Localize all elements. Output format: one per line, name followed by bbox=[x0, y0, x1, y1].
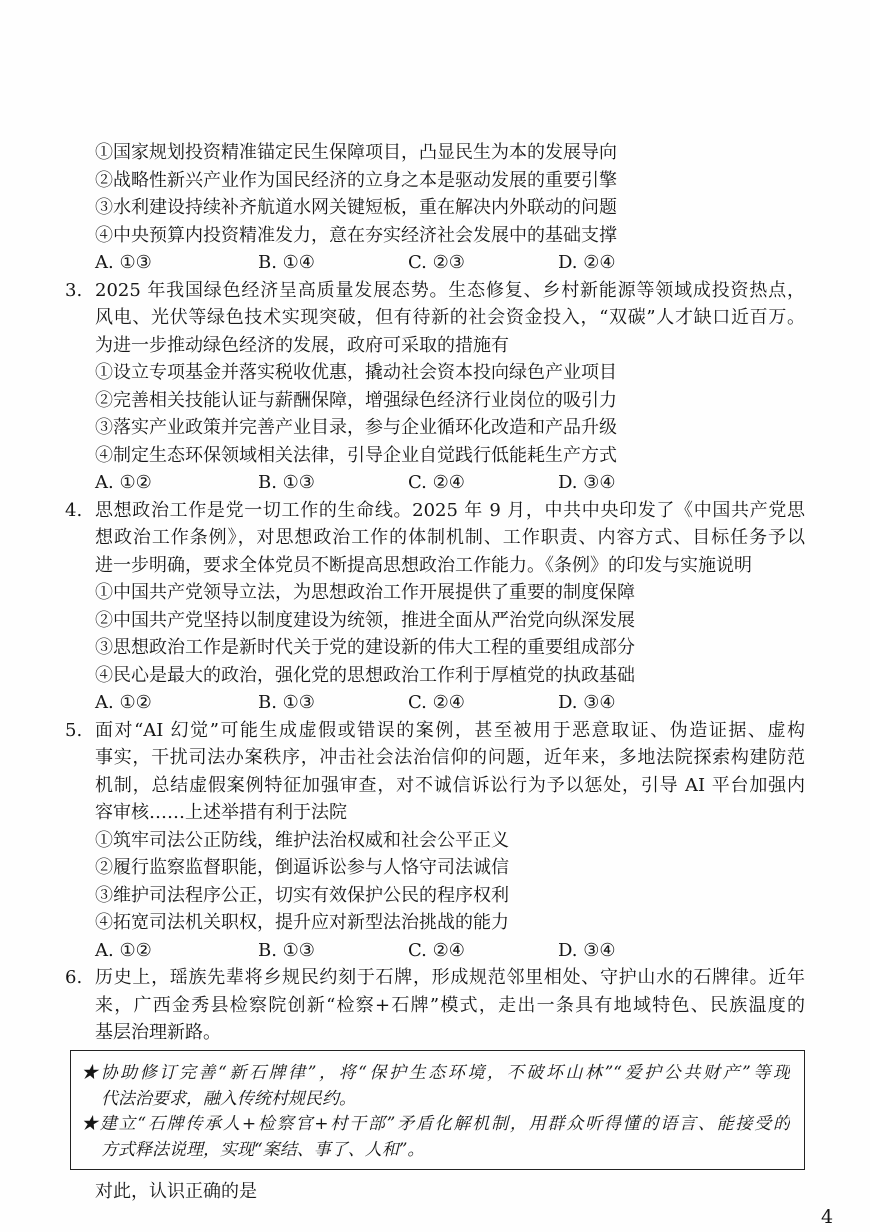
option-c: C. ②③ bbox=[408, 252, 465, 273]
question-stem-line: 事实，干扰司法办案秩序，冲击社会法治信仰的问题，近年来，多地法院探索构建防范 bbox=[95, 747, 805, 768]
statement-4: ④拓宽司法机关职权，提升应对新型法治挑战的能力 bbox=[95, 912, 509, 933]
option-b: B. ①③ bbox=[258, 472, 315, 493]
material-item-1-line-1: ★协助修订完善“新石牌律”，将“保护生态环境，不破坏山林”“爱护公共财产”等现 bbox=[81, 1063, 790, 1083]
question-5 bbox=[65, 717, 805, 965]
question-stem-line: 思想政治工作是党一切工作的生命线。2025 年 9 月，中共中央印发了《中国共产党思 bbox=[95, 499, 805, 521]
statement-1: ①中国共产党领导立法，为思想政治工作开展提供了重要的制度保障 bbox=[95, 582, 635, 603]
statement-2: ②完善相关技能认证与薪酬保障，增强绿色经济行业岗位的吸引力 bbox=[95, 389, 617, 411]
option-c: C. ②④ bbox=[408, 939, 465, 961]
answer-options bbox=[95, 469, 805, 497]
material-item-1-line-2: 代法治要求，融入传统村规民约。 bbox=[101, 1088, 356, 1109]
option-a: A. ①③ bbox=[95, 252, 152, 273]
option-b: B. ①③ bbox=[258, 692, 315, 713]
question-stem-line: 历史上，瑶族先辈将乡规民约刻于石牌，形成规范邻里相处、守护山水的石牌律。近年 bbox=[95, 967, 805, 988]
option-b: B. ①④ bbox=[258, 252, 315, 273]
option-a: A. ①② bbox=[95, 939, 152, 961]
question-prompt: 对此，认识正确的是 bbox=[95, 1180, 257, 1202]
material-item-2-line-1: ★建立“石牌传承人+检察官+村干部”矛盾化解机制，用群众听得懂的语言、能接受的 bbox=[81, 1114, 790, 1135]
question-stem-line: 容审核……上述举措有利于法院 bbox=[95, 802, 347, 823]
option-d: D. ③④ bbox=[558, 939, 616, 961]
question-stem-line: 想政治工作条例》，对思想政治工作的体制机制、工作职责、内容方式、目标任务予以 bbox=[95, 527, 805, 548]
statement-3: ③落实产业政策并完善产业目录，参与企业循环化改造和产品升级 bbox=[95, 417, 617, 438]
question-stem-line: 2025 年我国绿色经济呈高质量发展态势。生态修复、乡村新能源等领域成投资热点， bbox=[95, 279, 805, 301]
page-number: 4 bbox=[821, 1206, 834, 1228]
statement-4: ④中央预算内投资精准发力，意在夯实经济社会发展中的基础支撑 bbox=[95, 224, 617, 246]
statement-1: ①国家规划投资精准锚定民生保障项目，凸显民生为本的发展导向 bbox=[95, 142, 617, 163]
statement-4: ④民心是最大的政治，强化党的思想政治工作利于厚植党的执政基础 bbox=[95, 664, 635, 686]
question-stem-line: 进一步明确，要求全体党员不断提高思想政治工作能力。《条例》的印发与实施说明 bbox=[95, 554, 752, 576]
answer-options bbox=[95, 937, 805, 965]
statement-1: ①筑牢司法公正防线，维护法治权威和社会公平正义 bbox=[95, 829, 509, 851]
question-number: 3. bbox=[65, 279, 83, 301]
question-stem-line: 风电、光伏等绿色技术实现突破，但有待新的社会资金投入，“双碳”人才缺口近百万。 bbox=[95, 307, 805, 328]
option-d: D. ③④ bbox=[558, 692, 616, 713]
statement-2: ②战略性新兴产业作为国民经济的立身之本是驱动发展的重要引擎 bbox=[95, 169, 617, 191]
question-stem-line: 来，广西金秀县检察院创新“检察+石牌”模式，走出一条具有地域特色、民族温度的 bbox=[95, 994, 805, 1016]
question-3 bbox=[65, 277, 805, 497]
option-a: A. ①② bbox=[95, 692, 152, 713]
statement-4: ④制定生态环保领域相关法律，引导企业自觉践行低能耗生产方式 bbox=[95, 444, 617, 466]
answer-options bbox=[95, 689, 805, 717]
question-4 bbox=[65, 497, 805, 717]
statement-2: ②中国共产党坚持以制度建设为统领，推进全面从严治党向纵深发展 bbox=[95, 609, 635, 631]
question-stem-line: 面对“AI 幻觉”可能生成虚假或错误的案例，甚至被用于恶意取证、伪造证据、虚构 bbox=[95, 719, 805, 741]
option-b: B. ①③ bbox=[258, 939, 315, 961]
option-c: C. ②④ bbox=[408, 472, 465, 493]
question-number: 4. bbox=[65, 499, 83, 521]
question-2-continued bbox=[95, 139, 805, 277]
statement-3: ③维护司法程序公正，切实有效保护公民的程序权利 bbox=[95, 884, 509, 906]
statement-3: ③水利建设持续补齐航道水网关键短板，重在解决内外联动的问题 bbox=[95, 197, 617, 218]
question-6 bbox=[65, 964, 805, 1205]
statement-3: ③思想政治工作是新时代关于党的建设新的伟大工程的重要组成部分 bbox=[95, 637, 635, 658]
answer-options bbox=[95, 249, 805, 277]
question-stem-line: 为进一步推动绿色经济的发展，政府可采取的措施有 bbox=[95, 334, 509, 356]
option-d: D. ③④ bbox=[558, 472, 616, 493]
statement-1: ①设立专项基金并落实税收优惠，撬动社会资本投向绿色产业项目 bbox=[95, 362, 617, 383]
option-c: C. ②④ bbox=[408, 692, 465, 713]
option-a: A. ①② bbox=[95, 472, 152, 493]
option-d: D. ②④ bbox=[558, 252, 616, 273]
question-stem-line: 基层治理新路。 bbox=[95, 1022, 221, 1043]
material-item-2-line-2: 方式释法说理，实现“案结、事了、人和”。 bbox=[101, 1140, 425, 1161]
statement-2: ②履行监察监督职能，倒逼诉讼参与人恪守司法诚信 bbox=[95, 857, 509, 878]
page-content bbox=[65, 139, 805, 1205]
question-number: 5. bbox=[65, 719, 83, 741]
question-stem-line: 机制，总结虚假案例特征加强审查，对不诚信诉讼行为予以惩处，引导 AI 平台加强内 bbox=[95, 774, 805, 796]
question-number: 6. bbox=[65, 967, 83, 988]
material-box bbox=[70, 1050, 805, 1170]
